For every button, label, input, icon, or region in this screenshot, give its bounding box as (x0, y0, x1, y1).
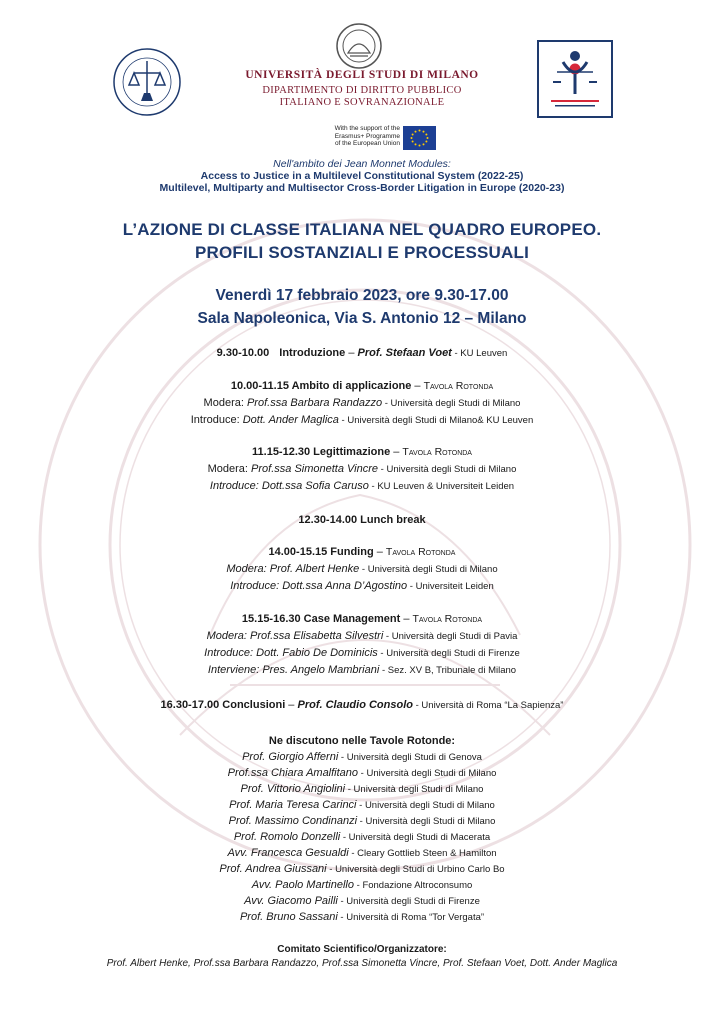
speaker-name: Pres. Angelo Mambriani (262, 664, 380, 676)
role-label: Introduce: (209, 480, 262, 492)
discussant-affiliation: - Cleary Gottlieb Steen & Hamilton (348, 848, 497, 859)
discussant-name: Prof.ssa Chiara Amalfitano (227, 767, 359, 779)
department-name (0, 85, 724, 109)
access-to-justice-logo (537, 40, 613, 118)
introducer-name: Dott.ssa Sofia Caruso (261, 480, 369, 492)
discussants-heading: Ne discutono nelle Tavole Rotonde: (268, 735, 456, 747)
jean-monnet-module-2: Multilevel, Multiparty and Multisector Cross-Border Litigation in Europe (2020-23) (159, 182, 565, 194)
discussant-name: Prof. Massimo Condinanzi (228, 815, 358, 827)
discussant-item (0, 863, 724, 875)
role-label: Interviene: (207, 664, 263, 676)
session-time-title: 14.00-15.15 Funding (268, 546, 374, 558)
introducer-affiliation: - Università degli Studi di Firenze (377, 648, 520, 659)
lunch-break: 12.30-14.00 Lunch break (298, 514, 426, 526)
session-intro (0, 347, 724, 359)
discussant-affiliation: - Università degli Studi di Macerata (340, 832, 491, 843)
discussant-affiliation: - Università di Roma “Tor Vergata” (337, 912, 485, 923)
session-time-title: 10.00-11.15 Ambito di applicazione (230, 380, 412, 392)
session-conclusions (0, 699, 724, 711)
discussant-item (0, 783, 724, 795)
introducer-affiliation: - Università degli Studi di Milano& KU Leuven (338, 415, 534, 426)
moderator-line (0, 630, 724, 642)
discussant-affiliation: - Università degli Studi di Milano (345, 784, 484, 795)
event-title-line-2: PROFILI SOSTANZIALI E PROCESSUALI (194, 243, 530, 262)
role-label: Modera: (203, 397, 247, 409)
role-label: Introduce: (230, 580, 283, 592)
session-kind: Tavola Rotonda (385, 546, 456, 558)
discussant-affiliation: - Università degli Studi di Urbino Carlo Bo (326, 864, 505, 875)
role-label: Modera: (207, 463, 252, 475)
discussant-name: Prof. Bruno Sassani (239, 911, 338, 923)
introducer-name: Dott. Fabio De Dominicis (256, 647, 378, 659)
jean-monnet-module-1: Access to Justice in a Multilevel Constitutional System (2022-25) (200, 170, 524, 182)
committee-members: Prof. Albert Henke, Prof.ssa Barbara Randazzo, Prof.ssa Simonetta Vincre, Prof. Stefaan Voet, Dott. Ander Maglica (106, 958, 618, 969)
discussant-item (0, 847, 724, 859)
introducer-name: Dott.ssa Anna D’Agostino (282, 580, 408, 592)
role-label: Introduce: (204, 647, 257, 659)
moderator-affiliation: - Università degli Studi di Milano (359, 564, 498, 575)
discussant-item (0, 767, 724, 779)
discussant-name: Prof. Andrea Giussani (219, 863, 327, 875)
session-time: 9.30-10.00 (216, 347, 270, 359)
discussant-affiliation: - Università degli Studi di Firenze (337, 896, 480, 907)
moderator-line (0, 397, 724, 409)
discussant-affiliation: - Università degli Studi di Milano (358, 768, 497, 779)
discussant-affiliation: - Università degli Studi di Genova (338, 752, 482, 763)
speaker-name: Prof. Stefaan Voet (357, 347, 452, 359)
discussant-name: Prof. Giorgio Afferni (242, 751, 339, 763)
role-label: Modera: (206, 630, 250, 642)
discussant-name: Prof. Romolo Donzelli (233, 831, 341, 843)
discussant-item (0, 799, 724, 811)
discussant-name: Prof. Vittorio Angiolini (240, 783, 346, 795)
role-label: Introduce: (190, 414, 243, 426)
erasmus-line-1: With the support of the (334, 125, 400, 132)
speaker-affiliation: - Sez. XV B, Tribunale di Milano (379, 665, 517, 676)
erasmus-support-block (324, 125, 436, 153)
session-kind: Tavola Rotonda (423, 380, 494, 392)
session-heading: 11.15-12.30 Legittimazione – Tavola Rotonda (252, 446, 472, 458)
introducer-line (0, 580, 724, 592)
discussant-affiliation: - Università degli Studi di Milano (357, 816, 496, 827)
moderator-affiliation: - Università degli Studi di Milano (382, 398, 521, 409)
university-name: UNIVERSITÀ DEGLI STUDI DI MILANO (245, 69, 479, 81)
session-time-title: 16.30-17.00 Conclusioni (160, 699, 286, 711)
role-label: Modera: (226, 563, 270, 575)
moderator-name: Prof.ssa Elisabetta Silvestri (250, 630, 384, 642)
moderator-affiliation: - Università degli Studi di Pavia (383, 631, 518, 642)
erasmus-line-3: of the European Union (334, 140, 400, 147)
department-line-2: ITALIANO E SOVRANAZIONALE (279, 97, 445, 108)
speaker-line (0, 664, 724, 676)
session-title: Introduzione (279, 347, 346, 359)
erasmus-text (324, 125, 400, 148)
justice-figure-icon (539, 42, 611, 116)
moderator-name: Prof. Albert Henke (269, 563, 360, 575)
department-line-1: DIPARTIMENTO DI DIRITTO PUBBLICO (262, 85, 462, 96)
discussant-affiliation: - Fondazione Altroconsumo (354, 880, 473, 891)
session-time-title: 15.15-16.30 Case Management (241, 613, 401, 625)
session-kind: Tavola Rotonda (402, 446, 472, 458)
discussant-item (0, 879, 724, 891)
separator: – (345, 347, 358, 359)
separator: – (285, 699, 298, 711)
discussant-name: Prof. Maria Teresa Carinci (229, 799, 357, 811)
discussant-item (0, 831, 724, 843)
discussant-affiliation: - Università degli Studi di Milano (356, 800, 495, 811)
jean-monnet-intro: Nell'ambito dei Jean Monnet Modules: (273, 158, 451, 170)
discussant-item (0, 751, 724, 763)
discussant-name: Avv. Francesca Gesualdi (227, 847, 349, 859)
session-time-title: 11.15-12.30 Legittimazione (252, 446, 391, 458)
moderator-line (0, 463, 724, 475)
introducer-name: Dott. Ander Maglica (242, 414, 339, 426)
speaker-affiliation: - Università di Roma “La Sapienza” (412, 700, 564, 711)
moderator-name: Prof.ssa Barbara Randazzo (246, 397, 383, 409)
university-seal-icon (336, 23, 382, 69)
introducer-line (0, 480, 724, 492)
speaker-affiliation: - KU Leuven (451, 348, 508, 359)
introducer-affiliation: - KU Leuven & Universiteit Leiden (368, 481, 515, 492)
introducer-line (0, 414, 724, 426)
session-heading: 10.00-11.15 Ambito di applicazione – Tavola Rotonda (230, 380, 494, 392)
event-venue: Sala Napoleonica, Via S. Antonio 12 – Milano (197, 310, 527, 327)
session-heading: 15.15-16.30 Case Management – Tavola Rotonda (241, 613, 483, 625)
moderator-line (0, 563, 724, 575)
discussant-item (0, 911, 724, 923)
discussant-name: Avv. Paolo Martinello (251, 879, 354, 891)
session-kind: Tavola Rotonda (412, 613, 483, 625)
session-heading: 14.00-15.15 Funding – Tavola Rotonda (268, 546, 456, 558)
discussant-item (0, 815, 724, 827)
introducer-line (0, 647, 724, 659)
event-title-line-1: L’AZIONE DI CLASSE ITALIANA NEL QUADRO EUROPEO. (122, 220, 602, 239)
event-date: Venerdì 17 febbraio 2023, ore 9.30-17.00 (215, 287, 509, 304)
eu-flag-icon (403, 126, 436, 150)
discussant-item (0, 895, 724, 907)
moderator-affiliation: - Università degli Studi di Milano (378, 464, 517, 475)
discussant-name: Avv. Giacomo Pailli (244, 895, 338, 907)
erasmus-line-2: Erasmus+ Programme (334, 132, 400, 140)
speaker-name: Prof. Claudio Consolo (297, 699, 413, 711)
moderator-name: Prof.ssa Simonetta Vincre (251, 463, 379, 475)
committee-heading: Comitato Scientifico/Organizzatore: (277, 944, 447, 955)
introducer-affiliation: - Universiteit Leiden (407, 581, 494, 592)
